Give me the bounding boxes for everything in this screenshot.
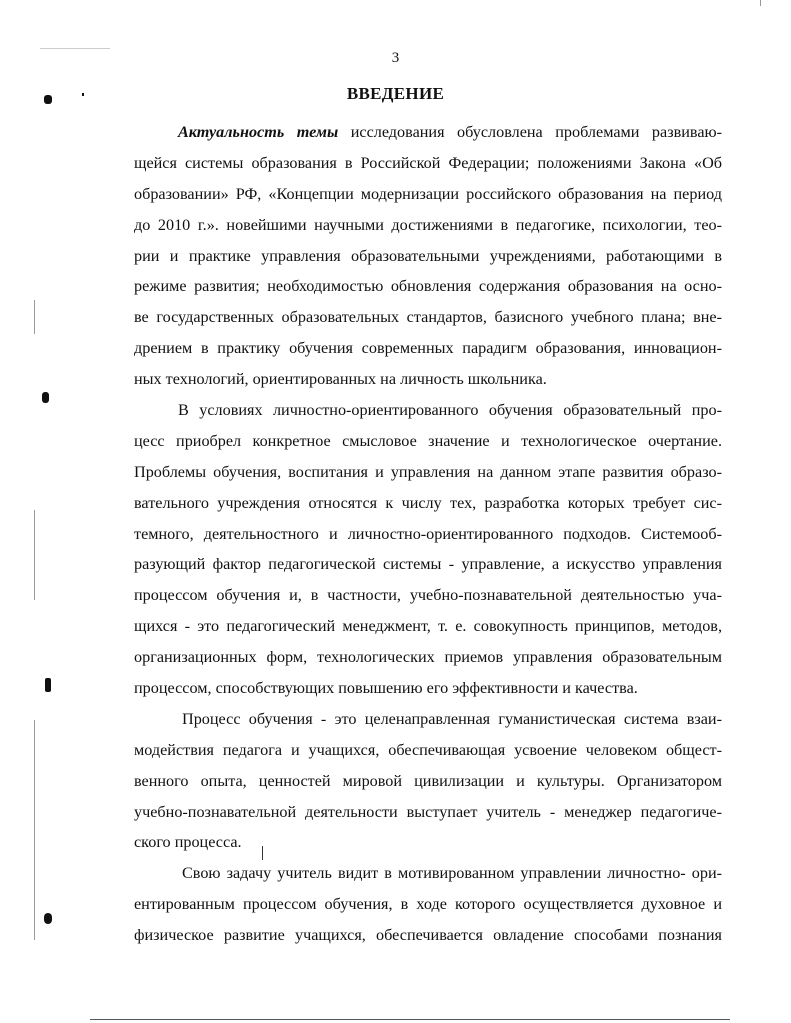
emphasis-term: Актуальность темы (178, 123, 339, 141)
scan-bottom-edge (90, 1019, 730, 1020)
scan-dot (44, 95, 52, 104)
text-line: вательного учреждения относятся к числу тех, разработка которых требует сис- (134, 493, 722, 512)
text-line: до 2010 г.». новейшими научными достижениями в педагогике, психологии, тео- (134, 215, 722, 234)
paragraph-4 (134, 858, 722, 951)
text-line: ского процесса. (134, 833, 242, 852)
scan-dot (45, 678, 51, 692)
text-line: рии и практике управления образовательными учреждениями, работающими в (134, 246, 722, 265)
text-line: ентированным процессом обучения, в ходе которого осуществляется духовное и (134, 895, 722, 914)
text-line: ных технологий, ориентированных на личность школьника. (134, 370, 547, 389)
scan-top-mark (40, 48, 110, 49)
text-line: щихся - это педагогический менеджмент, т. е. совокупность принципов, методов, (134, 617, 722, 636)
paragraph-3 (134, 704, 722, 858)
text-line: Проблемы обучения, воспитания и управления на данном этапе развития образо- (134, 462, 722, 481)
text-line: В условиях личностно-ориентированного обучения образовательный про- (178, 401, 722, 420)
text-line: Актуальность темы исследования обусловлена проблемами развиваю- (178, 123, 723, 141)
scan-dot (44, 913, 52, 924)
text-line: Процесс обучения - это целенаправленная гуманистическая система взаи- (182, 709, 722, 728)
text-line: процессом обучения и, в частности, учебно-познавательной деятельностью уча- (134, 586, 722, 605)
text-line: разующий фактор педагогической системы - управление, а искусство управления (134, 555, 722, 574)
text-line: образовании» РФ, «Концепции модернизации российского образования на период (134, 184, 722, 203)
paragraph-1 (134, 117, 722, 395)
text-line: венного опыта, ценностей мировой цивилизации и культуры. Организатором (134, 771, 722, 790)
page-number: 3 (391, 50, 400, 66)
scan-mark (262, 846, 263, 860)
scan-edge-line (34, 720, 35, 940)
scan-edge-line (34, 510, 35, 600)
text-line: Свою задачу учитель видит в мотивированном управлении личностно- ори- (182, 864, 722, 883)
text-line: цесс приобрел конкретное смысловое значение и технологическое очертание. (134, 431, 722, 450)
scan-dot (82, 93, 84, 96)
text-line: модействия педагога и учащихся, обеспечивающая усвоение человеком общест- (134, 740, 722, 759)
text-line: процессом, способствующих повышению его эффективности и качества. (134, 679, 638, 698)
text-line: ве государственных образовательных стандартов, базисного учебного плана; вне- (134, 308, 722, 327)
scan-edge-line (34, 300, 35, 334)
text-line: темного, деятельностного и личностно-ориентированного подходов. Системооб- (134, 524, 722, 543)
text-line: физическое развитие учащихся, обеспечивается овладение способами познания (134, 926, 722, 945)
scan-dot (42, 392, 49, 403)
body-text (134, 117, 722, 951)
text-line: дрением в практику обучения современных парадигм образования, инновацион- (134, 339, 722, 358)
page-heading: ВВЕДЕНИЕ (346, 84, 445, 103)
text-line: учебно-познавательной деятельности выступает учитель - менеджер педагогиче- (134, 802, 722, 821)
paragraph-2 (134, 395, 722, 704)
text-line: режиме развития; необходимостью обновления содержания образования на осно- (134, 277, 722, 296)
text-line: щейся системы образования в Российской Федерации; положениями Закона «Об (134, 153, 722, 172)
scan-mark (760, 0, 761, 6)
text-line: организационных форм, технологических приемов управления образовательным (134, 648, 722, 667)
